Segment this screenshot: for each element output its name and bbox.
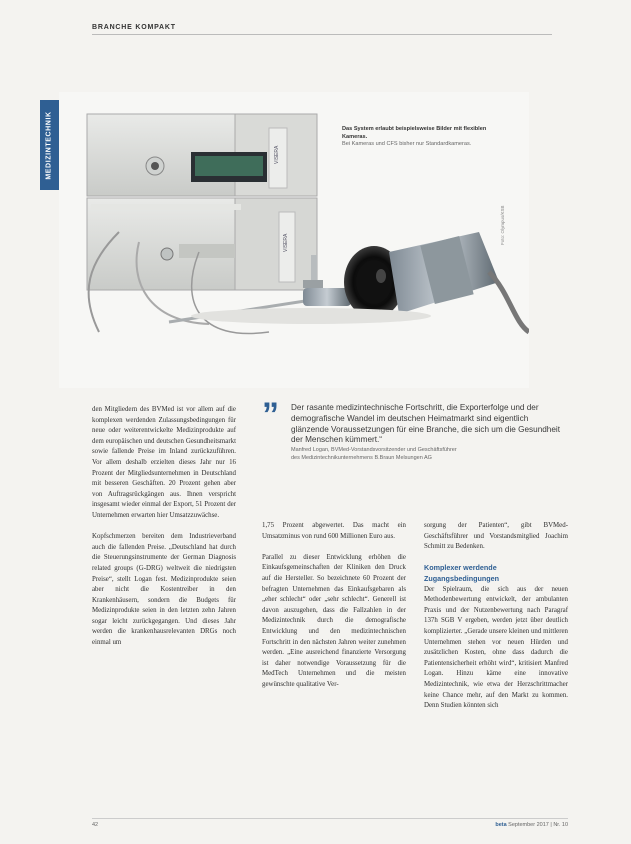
quote-source [291,447,566,463]
paragraph: Parallel zu dieser Entwicklung erhöhen die Einkaufsgemeinschaften der Kliniken den Druck auf die Hersteller. So bezeichnete 60 Prozent der befragten Unternehmen das Einkaufsgebaren als „eher schlecht“ oder „sehr schlecht“. Generell ist davon auszugehen, dass die Fallzahlen in der Medizintechnik durch die demografische Entwicklung und den medizintechnischen Fortschritt in den nächsten Jahren weiter zunehmen werden. „Eine ausreichend finanzierte Versorgung ist daher notwendige Voraussetzung für die MedTech Unternehmen und die meisten gewünschte qualitative Ver- [262,553,406,688]
footer-issue [495,822,568,828]
photo-credit: Foto: Olympus/KSB [500,205,505,245]
footer-brand: beta [495,822,507,828]
quote-source-line1: Manfred Logan, BVMed-Vorstandsvorsitzender und Geschäftsführer [291,447,457,454]
text-column-1 [92,405,236,659]
side-tab [40,100,59,190]
device-label-top: VISERA [274,145,280,164]
caption-normal: Bei Kameras und CFS bisher nur Standardkameras. [342,141,472,148]
photo-caption [342,126,512,149]
subheading: Komplexer werdende Zugangsbedingungen [424,563,500,583]
quote-source-line2: des Medizintechnikunternehmens B.Braun Melsungen AG [291,455,432,462]
text-column-2 [262,521,406,701]
caption-bold: Das System erlaubt beispielsweise Bilder mit flexiblen Kameras. [342,126,487,140]
pull-quote [291,403,566,463]
side-tab-label: MEDIZINTECHNIK [46,110,54,180]
paragraph: 1,75 Prozent abgewertet. Das macht ein Umsatzminus von rund 600 Millionen Euro aus. [262,522,406,540]
paragraph: Kopfschmerzen bereiten dem Industrieverband auch die fallenden Preise. „Deutschland hat durch die Steuerungsinstrumente der German Diagnosis related groups (G-DRG) weltweit die niedrigsten Preise“, stellt Logan fest. Medizinprodukte seien aber nicht die Kostentreiber in den Krankenhäusern, sondern die Budgets für Medizinprodukte seien in den letzten zehn Jahren sogar leicht zurückgegangen. Und dieses Jahr werden die krankenhausrelevanten DRGs noch einmal um [92,533,236,647]
quote-mark-icon: ” [262,396,279,434]
quote-text: Der rasante medizintechnische Fortschritt, die Exporterfolge und der demografische Wandel im deutschen Heimatmarkt sind eigentlich glänzende Voraussetzungen für eine Branche, die sich um die Gesundheit der Menschen kümmert.“ [291,403,560,445]
footer-rule [92,818,568,819]
device-label-bottom: VISERA [283,233,289,252]
section-label: BRANCHE KOMPAKT [92,24,176,31]
paragraph: den Mitgliedern des BVMed ist vor allem auf die komplexen werdenden Zulassungsbedingungen für neue oder weiterentwickelte Medizinprodukte auf dem europäischen und deutschen Gesundheitsmarkt sowie fallende Preise im Inland zurückzuführen. Vor allem deshalb erzielten dieses Jahr nur 16 Prozent der Mitgliedsunternehmen in Deutschland mit besseren Geschäften. 20 Prozent gehen aber von Auftragsrückgängen aus. Ihnen verspricht insgesamt wieder einmal der Export, 51 Prozent der Unternehmen erwarten hier Umsatzzuwächse. [92,406,236,519]
text-column-3 [424,521,568,722]
header-rule [92,34,552,35]
footer-issue-text: September 2017 | Nr. 10 [508,822,568,828]
page-number: 42 [92,822,99,828]
paragraph: Der Spielraum, die sich aus der neuen Methodenbewertung entwickelt, der ambulanten Praxis und der Nutzenbewertung nach Paragraf 137h SGB V ergeben, werden jetzt über deutlich komplizierter. „Gerade unsere kleinen und mittleren Unternehmen stehen vor neuen Hürden und zusätzlichen Kosten, ohne dass dadurch die Patientensicherheit erhöht wird“, kritisiert Manfred Logan. Hinzu käme eine innovative Medizintechnik, wie etwa der Herzschrittmacher keine Chance mehr, auf den Markt zu kommen. Denn Studien könnten sich [424,585,568,710]
paragraph: sorgung der Patienten“, gibt BVMed-Geschäftsführer und Vorstandsmitglied Joachim Schmitt zu Bedenken. [424,522,568,551]
